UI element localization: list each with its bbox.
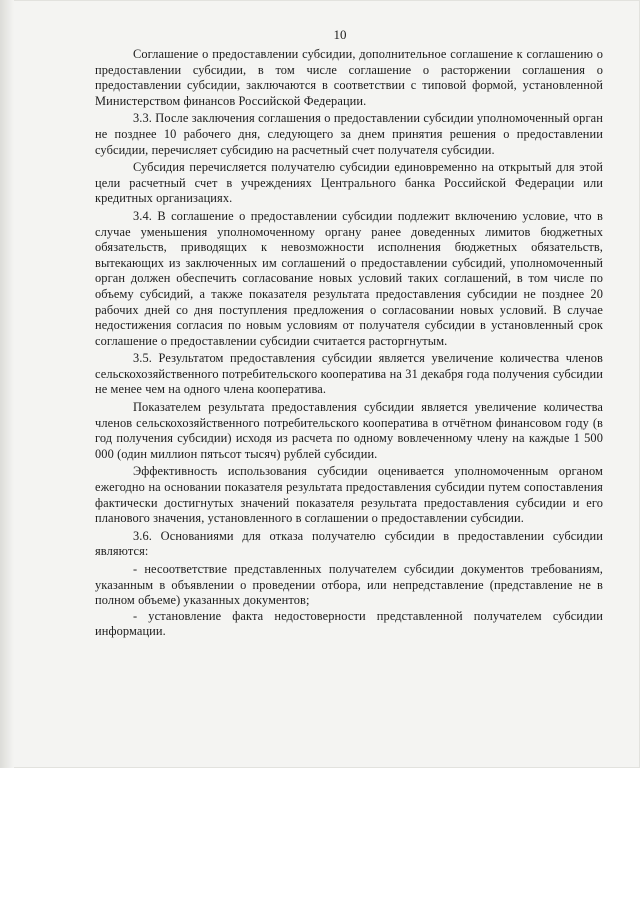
paragraph-3-4: 3.4. В соглашение о предоставлении субсидии подлежит включению условие, что в случае уменьшения уполномоченному органу ранее доведенных лимитов бюджетных обязательств, приводящих к невозможности исполнения бюджетных обязательств, вытекающих из заключенных им соглашений о предоставлении субсидий, уполномоченный орган должен обеспечить согласование новых условий таких соглашений, в том числе по объему субсидий, а также показателя результата предоставления субсидии не позднее 20 рабочих дней со дня поступления предложения о согласовании новых условий. В случае недостижения согласия по новым условиям от получателя субсидии в установленный срок соглашение о предоставлении субсидии считается расторгнутым. bbox=[95, 208, 603, 348]
paragraph-3-5: 3.5. Результатом предоставления субсидии является увеличение количества членов сельскохозяйственного потребительского кооператива на 31 декабря года получения субсидии не менее чем на одного члена кооператива. bbox=[95, 351, 603, 397]
scan-edge-shadow bbox=[0, 0, 14, 768]
list-item-false-info: - установление факта недостоверности представленной получателем субсидии информации. bbox=[95, 608, 603, 639]
paragraph-transfer: Субсидия перечисляется получателю субсидии единовременно на открытый для этой цели расчетный счет в учреждениях Центрального банка Российской Федерации или кредитных организациях. bbox=[95, 160, 603, 206]
page-number: 10 bbox=[333, 27, 347, 42]
document-body bbox=[95, 47, 603, 640]
paragraph-agreement-form: Соглашение о предоставлении субсидии, дополнительное соглашение к соглашению о предоставлении субсидии, в том числе соглашение о расторжении соглашения о предоставлении субсидии, заключаются в соответствии с типовой формой, установленной Министерством финансов Российской Федерации. bbox=[95, 47, 603, 108]
paragraph-3-6: 3.6. Основаниями для отказа получателю субсидии в предоставлении субсидии являются: bbox=[95, 528, 603, 559]
paragraph-indicator: Показателем результата предоставления субсидии является увеличение количества членов сельскохозяйственного потребительского кооператива в отчётном финансовом году (в год получения субсидии) исходя из расчета по одному вовлеченному члену на каждые 1 500 000 (один миллион пятьсот тысяч) рублей субсидии. bbox=[95, 400, 603, 461]
paragraph-3-3: 3.3. После заключения соглашения о предоставлении субсидии уполномоченный орган не позднее 10 рабочего дня, следующего за днем принятия решения о предоставлении субсидии, перечисляет субсидию на расчетный счет получателя субсидии. bbox=[95, 111, 603, 157]
paragraph-efficiency: Эффективность использования субсидии оценивается уполномоченным органом ежегодно на основании показателя результата предоставления субсидии путем сопоставления фактически достигнутых значений показателя результата предоставления субсидии и его планового значения, установленного в соглашении о предоставлении субсидии. bbox=[95, 464, 603, 526]
list-item-noncompliance: - несоответствие представленных получателем субсидии документов требованиям, указанным в объявлении о проведении отбора, или непредставление (представление не в полном объеме) указанных документов; bbox=[95, 562, 603, 608]
blank-area bbox=[0, 768, 640, 905]
